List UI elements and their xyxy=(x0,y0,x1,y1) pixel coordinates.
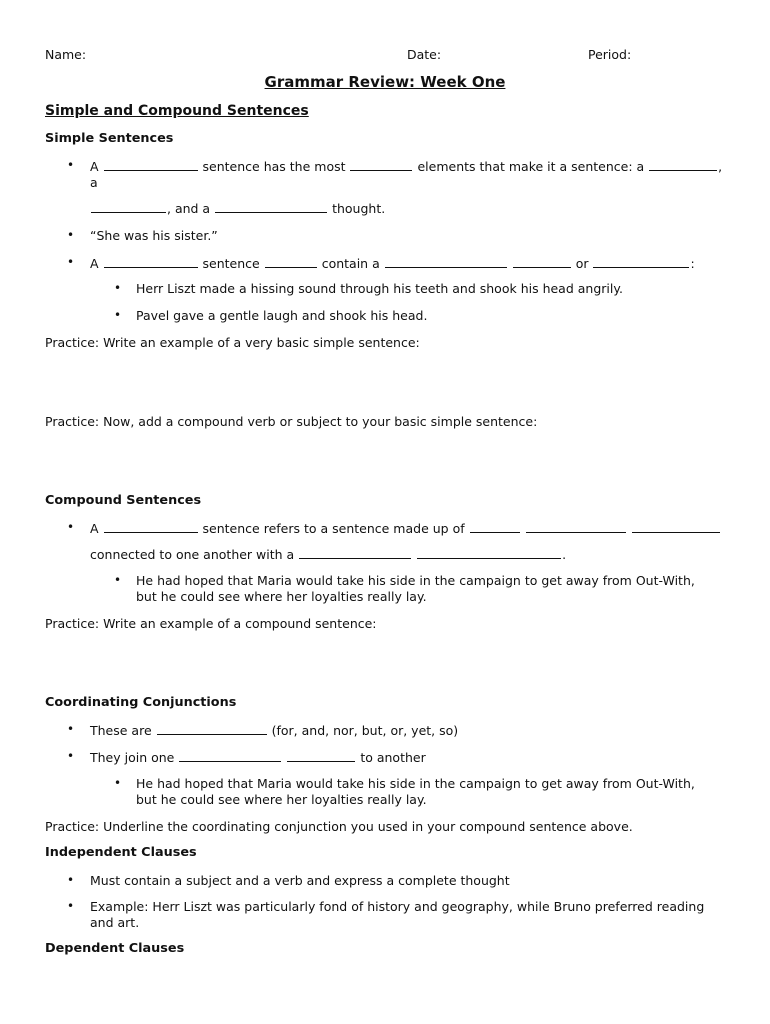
sub-bullet: • xyxy=(114,281,122,295)
simple-bullet-1-line2: , and a thought. xyxy=(90,200,385,216)
bullet: • xyxy=(67,899,75,913)
practice-underline: Practice: Underline the coordinating conjunction you used in your compound sentence above. xyxy=(45,819,633,834)
name-label: Name: xyxy=(45,47,87,62)
simple-bullet-3: A sentence contain a or : xyxy=(90,256,695,271)
blank xyxy=(299,546,411,559)
blank xyxy=(385,255,507,268)
practice-compound-verb: Practice: Now, add a compound verb or subject to your basic simple sentence: xyxy=(45,414,538,429)
dependent-heading: Dependent Clauses xyxy=(45,941,185,956)
sub-bullet: • xyxy=(114,776,122,790)
simple-example-1: Herr Liszt made a hissing sound through his teeth and shook his head angrily. xyxy=(136,281,623,296)
simple-sentences-heading: Simple Sentences xyxy=(45,131,174,146)
practice-compound: Practice: Write an example of a compound sentence: xyxy=(45,616,377,631)
blank xyxy=(649,158,717,171)
simple-bullet-1: A sentence has the most elements that make it a sentence: a , xyxy=(90,159,723,174)
simple-example-2: Pavel gave a gentle laugh and shook his head. xyxy=(136,308,428,323)
blank xyxy=(265,255,317,268)
practice-simple: Practice: Write an example of a very basic simple sentence: xyxy=(45,335,420,350)
blank xyxy=(287,749,355,762)
coordinating-bullet-1: These are (for, and, nor, but, or, yet, so) xyxy=(90,723,459,738)
blank xyxy=(179,749,281,762)
blank xyxy=(104,255,198,268)
blank xyxy=(417,546,561,559)
blank xyxy=(350,158,412,171)
bullet: • xyxy=(67,749,75,763)
sub-bullet: • xyxy=(114,573,122,587)
compound-sentences-heading: Compound Sentences xyxy=(45,493,202,508)
bullet: • xyxy=(67,255,75,269)
blank xyxy=(104,158,198,171)
independent-bullet-2: Example: Herr Liszt was particularly fond of history and geography, while Bruno preferred reading and art. xyxy=(90,899,705,930)
sub-bullet: • xyxy=(114,308,122,322)
bullet: • xyxy=(67,158,75,172)
compound-example: He had hoped that Maria would take his side in the campaign to get away from Out-With, but he could see where her loyalties really lay. xyxy=(136,573,695,604)
blank xyxy=(215,200,327,213)
bullet: • xyxy=(67,722,75,736)
blank xyxy=(157,722,267,735)
simple-bullet-1-cont: a xyxy=(90,175,98,190)
independent-heading: Independent Clauses xyxy=(45,845,197,860)
period-label: Period: xyxy=(588,47,632,62)
bullet: • xyxy=(67,520,75,534)
blank xyxy=(593,255,689,268)
bullet: • xyxy=(67,873,75,887)
bullet: • xyxy=(67,228,75,242)
blank xyxy=(91,200,166,213)
coordinating-heading: Coordinating Conjunctions xyxy=(45,695,237,710)
date-label: Date: xyxy=(407,47,442,62)
blank xyxy=(632,520,720,533)
simple-bullet-2: “She was his sister.” xyxy=(90,228,218,243)
coordinating-example: He had hoped that Maria would take his side in the campaign to get away from Out-With, but he could see where her loyalties really lay. xyxy=(136,776,695,807)
page-title: Grammar Review: Week One xyxy=(264,73,506,91)
blank xyxy=(470,520,520,533)
section-title: Simple and Compound Sentences xyxy=(45,103,309,119)
compound-bullet-1: A sentence refers to a sentence made up of xyxy=(90,520,721,536)
blank xyxy=(526,520,626,533)
compound-bullet-1-line2: connected to one another with a . xyxy=(90,547,567,562)
blank xyxy=(513,255,571,268)
independent-bullet-1: Must contain a subject and a verb and express a complete thought xyxy=(90,873,510,888)
coordinating-bullet-2: They join one to another xyxy=(90,750,426,765)
blank xyxy=(104,520,198,533)
